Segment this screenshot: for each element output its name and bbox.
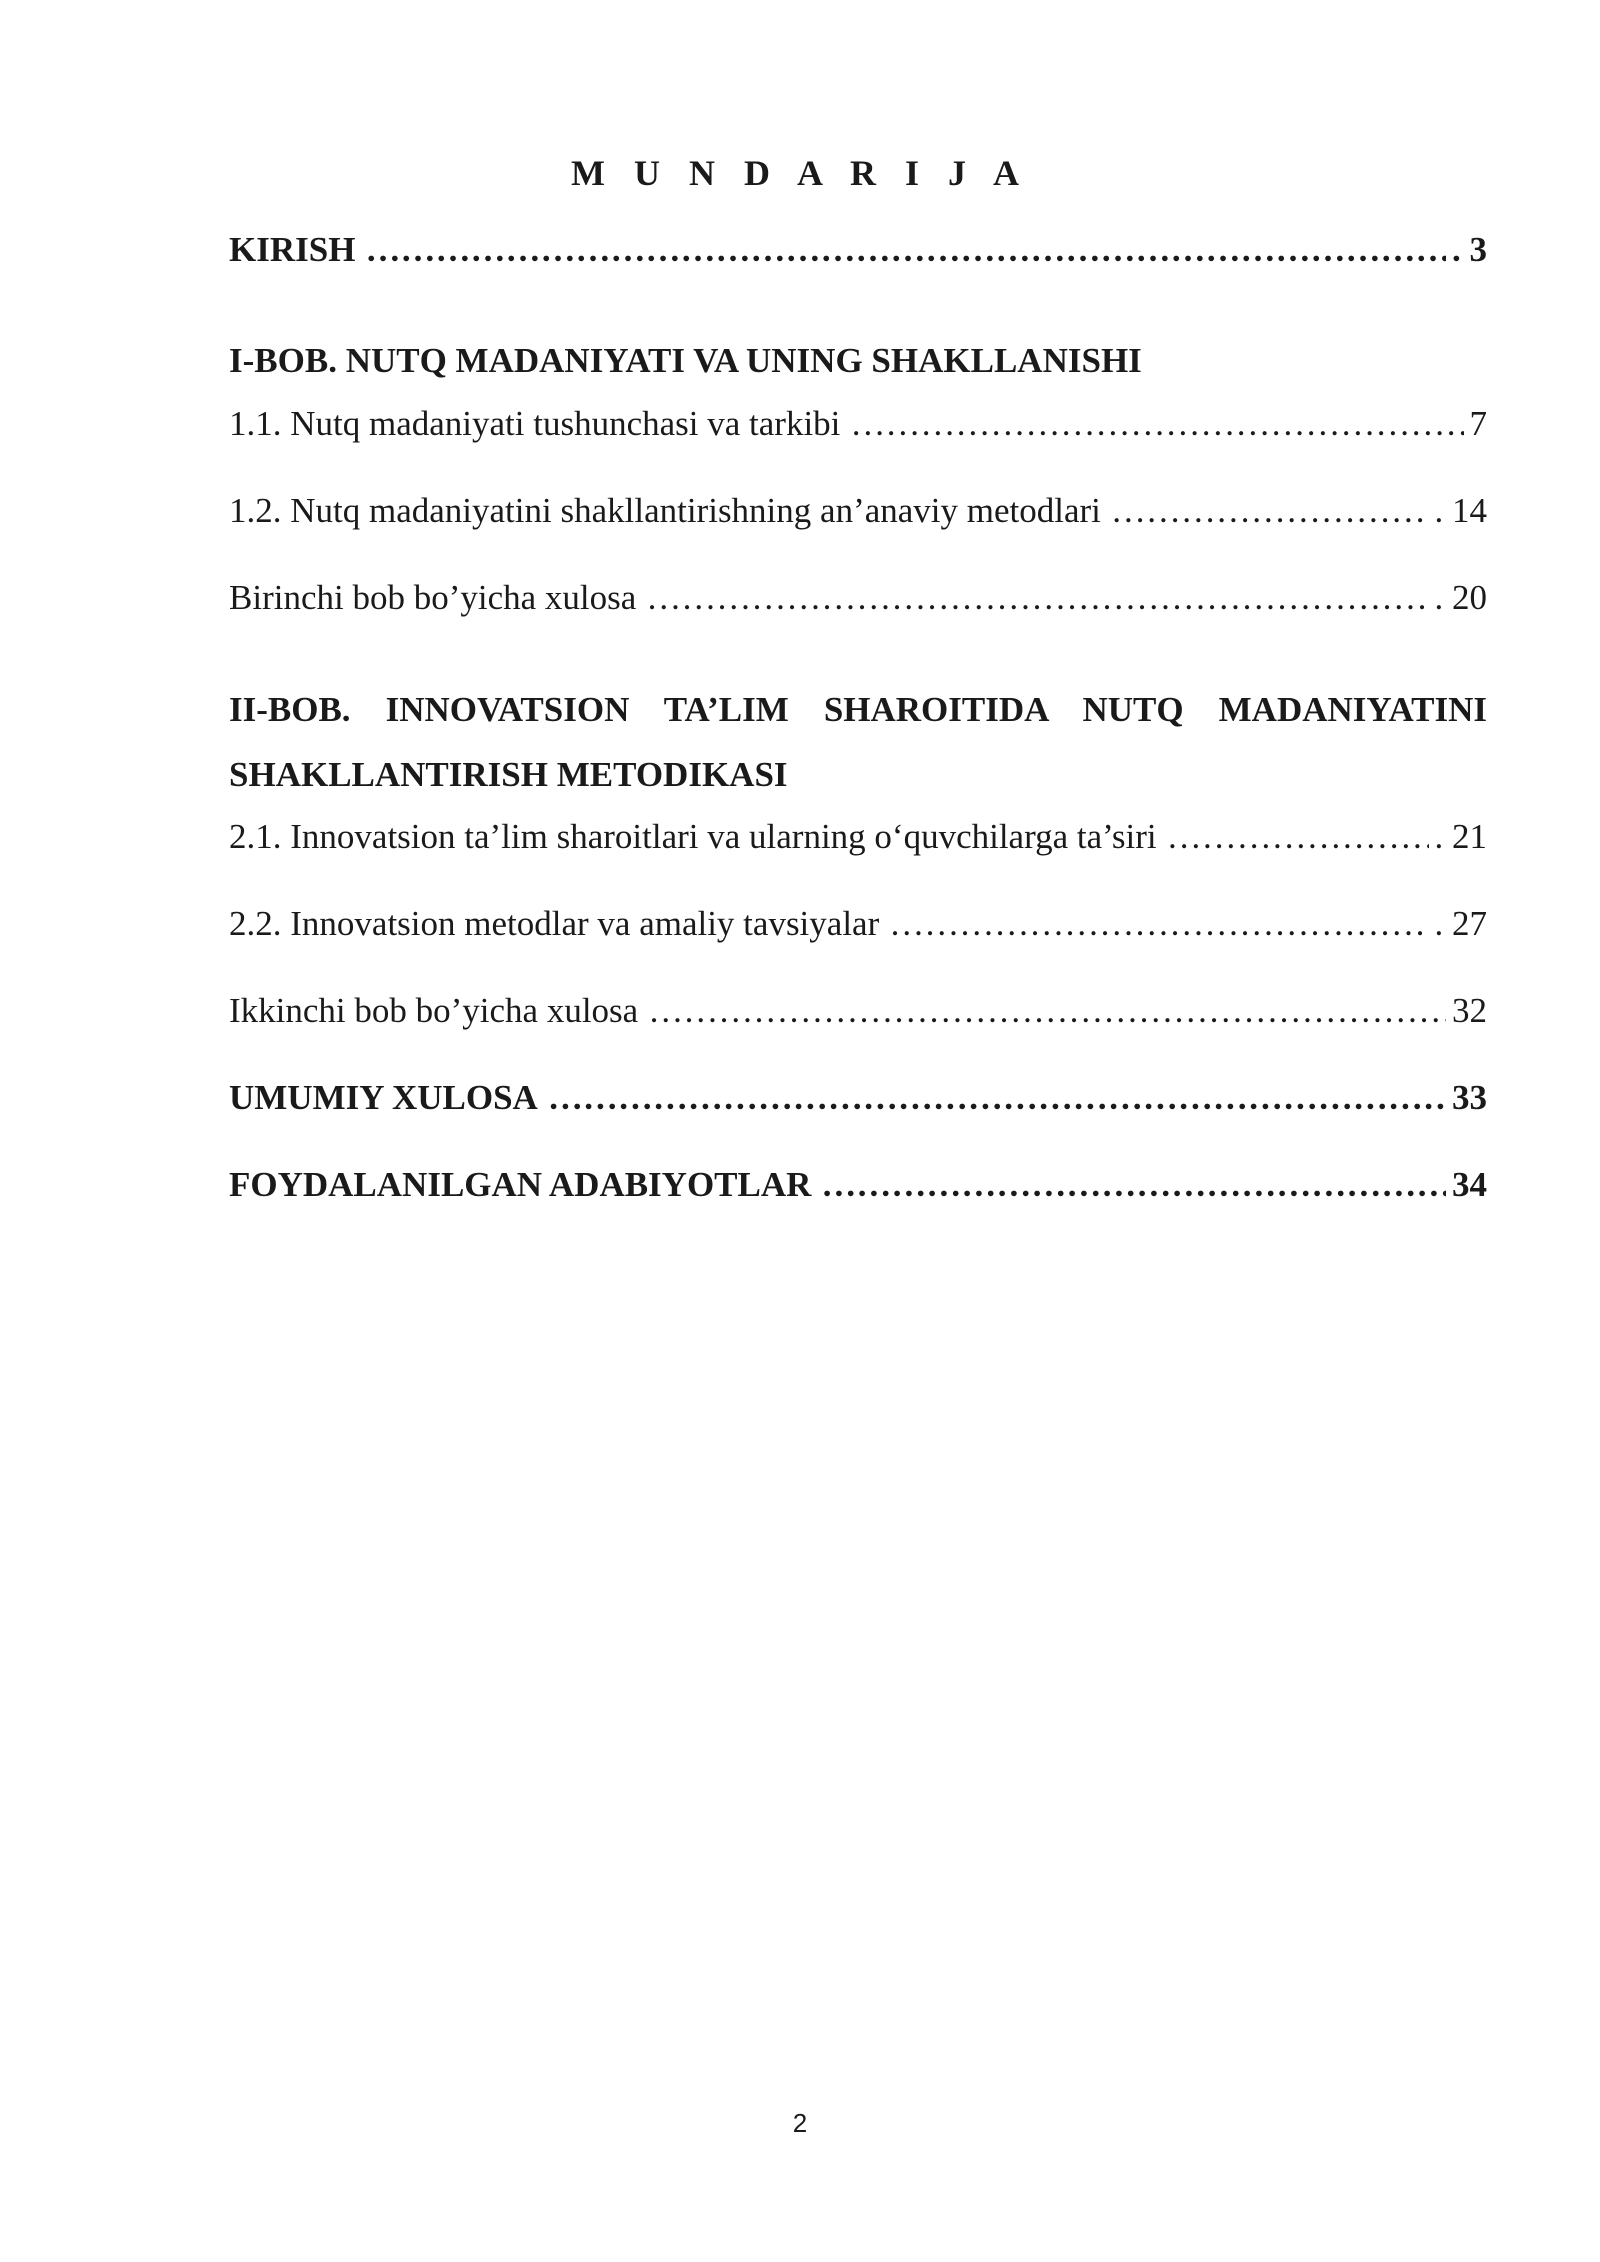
toc-entry-conclusion[interactable] <box>229 1078 1487 1165</box>
toc-entry-page: 33 <box>1452 1078 1487 1117</box>
toc-chapter-1[interactable]: I-BOB. NUTQ MADANIYATI VA UNING SHAKLLANISHI <box>229 341 1142 380</box>
toc-entry-2-1[interactable] <box>229 817 1487 904</box>
toc-entry-page: 7 <box>1469 404 1487 443</box>
toc-entry-label: Birinchi bob bo’yicha xulosa <box>229 578 637 617</box>
toc-entry-1-1[interactable] <box>229 404 1487 491</box>
toc-entry-page: . 3 <box>1452 230 1487 269</box>
toc-entry-chapter2-summary[interactable] <box>229 991 1487 1078</box>
toc-entry-label: FOYDALANILGAN ADABIYOTLAR <box>229 1165 812 1204</box>
toc-entry-1-2[interactable] <box>229 491 1487 578</box>
toc-leader-dots <box>648 991 1446 1031</box>
toc-entry-label: Ikkinchi bob bo’yicha xulosa <box>229 991 639 1030</box>
toc-leader-dots <box>365 230 1446 270</box>
page-title: M U N D A R I J A <box>570 153 1030 193</box>
toc-leader-dots <box>646 578 1428 618</box>
toc-entry-page: 32 <box>1452 991 1487 1030</box>
toc-leader-dots <box>821 1165 1446 1205</box>
toc-leader-dots <box>1167 817 1429 857</box>
toc-entry-page: . 27 <box>1434 904 1487 943</box>
toc-entry-chapter1-summary[interactable] <box>229 578 1487 665</box>
toc-entry-page: . 14 <box>1434 491 1487 530</box>
toc-leader-dots <box>548 1078 1446 1118</box>
toc-leader-dots <box>889 904 1428 944</box>
toc-leader-dots <box>1111 491 1429 531</box>
toc-entry-label: 1.1. Nutq madaniyati tushunchasi va tarkibi <box>229 404 841 443</box>
toc-entry-kirish[interactable] <box>229 230 1487 317</box>
toc-entry-page: . 21 <box>1434 817 1487 856</box>
toc-entry-references[interactable] <box>229 1165 1487 1252</box>
toc-entry-label: UMUMIY XULOSA <box>229 1078 538 1117</box>
page-number: 2 <box>792 2108 808 2138</box>
toc-leader-dots <box>850 404 1463 444</box>
toc-entry-page: . 20 <box>1434 578 1487 617</box>
toc-chapter-2[interactable]: II-BOB. INNOVATSION TA’LIM SHAROITIDA NUTQ MADANIYATINI SHAKLLANTIRISH METODIKASI <box>229 690 1487 794</box>
table-of-contents <box>229 230 1487 1252</box>
toc-entry-label: 2.2. Innovatsion metodlar va amaliy tavsiyalar <box>229 904 880 943</box>
toc-entry-2-2[interactable] <box>229 904 1487 991</box>
toc-entry-label: KIRISH <box>229 230 356 269</box>
toc-entry-label: 2.1. Innovatsion ta’lim sharoitlari va ularning o‘quvchilarga ta’siri <box>229 817 1157 856</box>
toc-entry-page: 34 <box>1452 1165 1487 1204</box>
toc-entry-label: 1.2. Nutq madaniyatini shakllantirishning an’anaviy metodlari <box>229 491 1101 530</box>
